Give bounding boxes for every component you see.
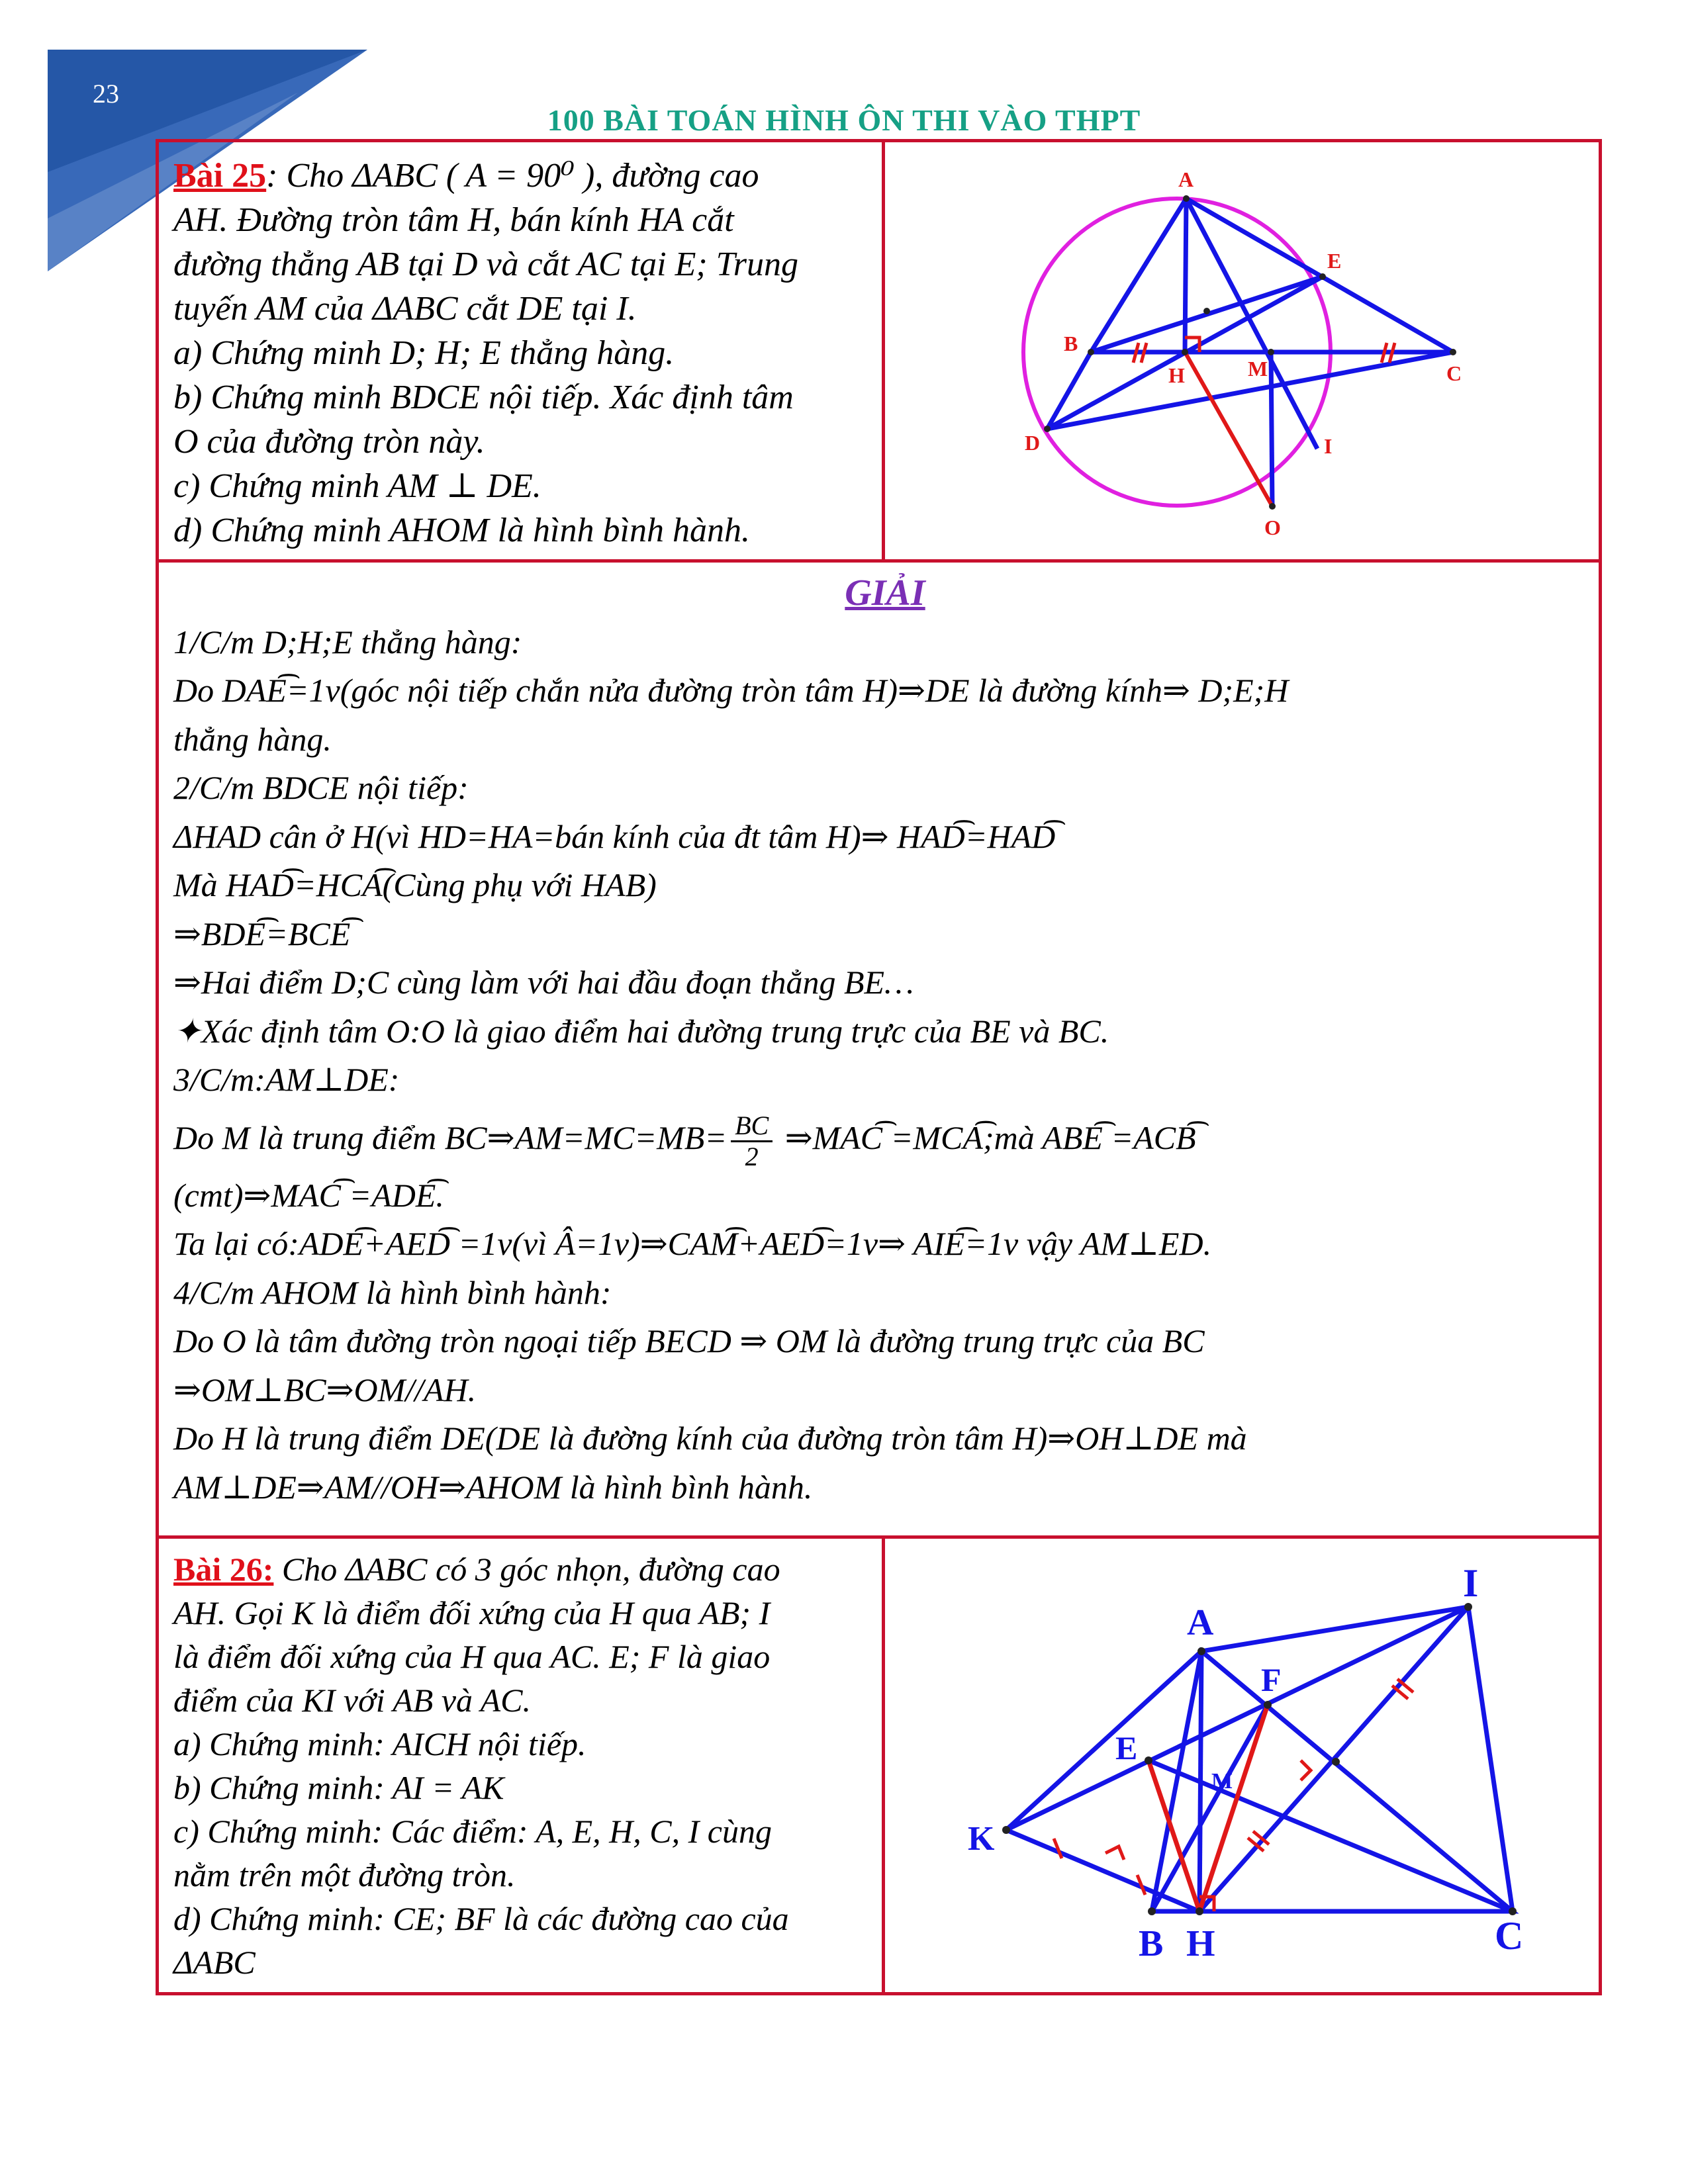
fraction-bc-over-2: $\frac{BC}{2}$	[731, 1111, 773, 1171]
problem-26-label: Bài 26:	[173, 1551, 274, 1588]
svg-text:B: B	[1064, 332, 1078, 355]
solution-fraction-line: Do M là trung điểm BC⇒AM=MC=MB= $\frac{BC}{2}$ ⇒MAC͡ =MCA͡;mà ABE͡ =ACB͡	[173, 1110, 1196, 1171]
problem-25-label: Bài 25	[173, 157, 267, 195]
svg-text:M: M	[1248, 357, 1268, 381]
svg-text:B: B	[1139, 1923, 1164, 1964]
svg-text:O: O	[1264, 516, 1281, 539]
svg-text:K: K	[968, 1820, 995, 1858]
page-number: 23	[93, 79, 119, 109]
svg-text:I: I	[1463, 1561, 1479, 1605]
solution-section: GIẢI 1/C/m D;H;E thẳng hàng: Do DAE͡=1v(góc nội tiếp chắn nửa đường tròn tâm H)⇒DE là đường kính⇒ D;E;H thẳng hàng. 2/C/m BDCE nội tiếp: ΔHAD cân ở H(vì HD=HA=bán kính của đt tâm H)⇒ HAD͡=HAD͡ Mà HAD͡=HCA͡(Cùng phụ với HAB) ⇒BDE͡=BCE͡ ⇒Hai điểm D;C cùng làm với hai đầu đoạn thẳng BE… ✦Xác định tâm O:O là giao điểm hai đường trung trực của BE và BC. 3/C/m:AM⊥DE: Do M là trung điểm BC⇒AM=MC=MB= $\frac{BC}{2}$ ⇒MAC͡ =MCA͡;mà ABE͡ =ACB͡ (cmt)⇒MAC͡ =ADE͡. Ta lại có:ADE͡+AED͡ =1v(vì Â=1v)⇒CAM͡+AED͡=1v⇒ AIE͡=1v vậy AM⊥ED. 4/C/m AHOM là hình bình hành: Do O là tâm đường tròn ngoại tiếp BECD ⇒ OM là đường trung trực của BC ⇒OM⊥BC⇒OM//AH. Do H là trung điểm DE(DE là đường kính của đường tròn tâm H)⇒OH⊥DE mà AM⊥DE⇒AM//OH⇒AHOM là hình bình hành.	[173, 569, 1597, 1512]
svg-text:M: M	[1211, 1769, 1233, 1794]
problem-26-figure	[885, 1539, 1599, 1992]
svg-text:C: C	[1446, 361, 1462, 385]
svg-text:E: E	[1115, 1729, 1138, 1766]
problem-26-statement: Bài 26: Cho ΔABC có 3 góc nhọn, đường cao AH. Gọi K là điểm đối xứng của H qua AB; I là điểm đối xứng của H qua AC. E; F là giao điểm của KI với AB và AC. a) Chứng minh: AICH nội tiếp. b) Chứng minh: AI = AK c) Chứng minh: Các điểm: A, E, H, C, I cùng nằm trên một đường tròn. d) Chứng minh: CE; BF là các đường cao của ΔABC	[173, 1551, 789, 1981]
svg-text:E: E	[1327, 249, 1342, 273]
svg-text:D: D	[1025, 431, 1041, 455]
svg-text:A: A	[1178, 167, 1194, 191]
svg-text:A: A	[1187, 1602, 1214, 1643]
svg-text:H: H	[1168, 363, 1185, 387]
svg-text:F: F	[1261, 1661, 1282, 1698]
svg-text:I: I	[1324, 434, 1333, 458]
solution-title: GIẢI	[845, 572, 925, 614]
page-header-title: 100 BÀI TOÁN HÌNH ÔN THI VÀO THPT	[547, 103, 1141, 137]
problem-25-statement: Bài 25: Cho ΔABC ( A = 90⁰ ), đường cao AH. Đường tròn tâm H, bán kính HA cắt đường thẳng AB tại D và cắt AC tại E; Trung tuyến AM của ΔABC cắt DE tại I. a) Chứng minh D; H; E thẳng hàng. b) Chứng minh BDCE nội tiếp. Xác định tâm O của đường tròn này. c) Chứng minh AM ⊥ DE. d) Chứng minh AHOM là hình bình hành.	[173, 157, 798, 549]
svg-text:C: C	[1495, 1914, 1524, 1958]
problem-25-figure	[885, 142, 1599, 559]
svg-text:H: H	[1186, 1923, 1215, 1964]
